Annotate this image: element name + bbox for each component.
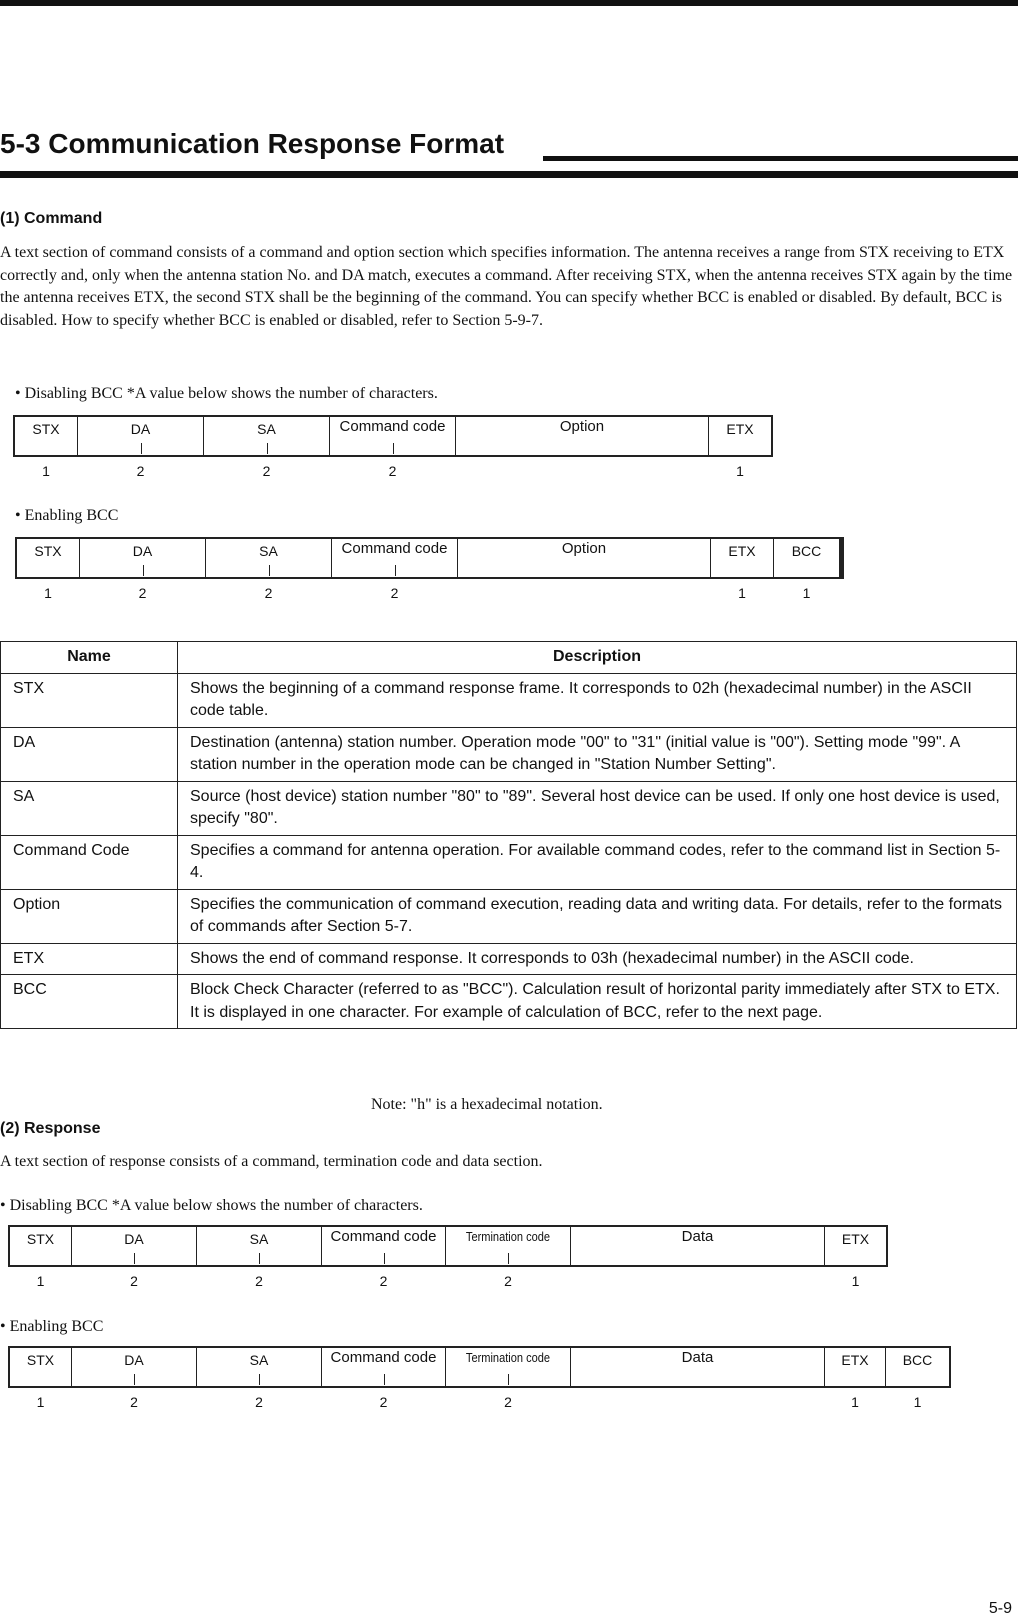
field-label: Option bbox=[559, 418, 605, 435]
field-count: 1 bbox=[44, 585, 52, 601]
field-divider-tick bbox=[393, 443, 394, 454]
field-divider-tick bbox=[259, 1374, 260, 1385]
field-count: 2 bbox=[379, 1273, 388, 1289]
field-description-table bbox=[0, 641, 1017, 1029]
row-name: Command Code bbox=[1, 835, 178, 889]
row-name: SA bbox=[1, 781, 178, 835]
field-da bbox=[80, 539, 206, 601]
response-enable-caption: • Enabling BCC bbox=[0, 1318, 104, 1335]
field-sa bbox=[206, 539, 332, 601]
table-row bbox=[1, 975, 1017, 1029]
field-sa bbox=[204, 417, 330, 479]
field-divider-tick bbox=[384, 1374, 385, 1385]
command-frame-enabled bbox=[15, 537, 841, 601]
row-name: ETX bbox=[1, 943, 178, 975]
field-count: 1 bbox=[36, 1273, 45, 1289]
column-header-description: Description bbox=[178, 642, 1017, 674]
top-rule bbox=[0, 0, 1018, 6]
row-description: Specifies a command for antenna operation. For available command codes, refer to the command list in Section 5-4. bbox=[178, 835, 1017, 889]
response-disable-caption: • Disabling BCC *A value below shows the number of characters. bbox=[0, 1197, 423, 1214]
field-stx bbox=[10, 1227, 72, 1289]
field-label: Command code bbox=[341, 540, 448, 557]
field-divider-tick bbox=[141, 443, 142, 454]
field-label: BCC bbox=[791, 543, 822, 559]
field-count: 1 bbox=[36, 1394, 45, 1410]
response-frame-enabled bbox=[8, 1346, 951, 1410]
command-heading: (1) Command bbox=[0, 210, 103, 227]
field-count: 2 bbox=[255, 1273, 263, 1289]
field-count: 2 bbox=[388, 463, 397, 479]
field-divider-tick bbox=[134, 1253, 135, 1264]
field-label: SA bbox=[249, 1352, 269, 1368]
field-label: ETX bbox=[726, 421, 754, 437]
table-row bbox=[1, 673, 1017, 727]
field-stx bbox=[15, 417, 78, 479]
field-divider-tick bbox=[269, 565, 270, 576]
field-termination-code bbox=[446, 1227, 571, 1289]
field-bcc bbox=[774, 539, 839, 601]
field-label: Command code bbox=[339, 418, 446, 435]
row-name: DA bbox=[1, 727, 178, 781]
table-header-row bbox=[1, 642, 1017, 674]
field-label: STX bbox=[26, 1231, 55, 1247]
field-option bbox=[456, 417, 709, 455]
field-termination-code bbox=[446, 1348, 571, 1410]
field-label: ETX bbox=[841, 1231, 870, 1247]
field-etx bbox=[825, 1227, 886, 1289]
field-count: 1 bbox=[913, 1394, 922, 1410]
field-divider-tick bbox=[508, 1374, 509, 1385]
response-frame-disabled bbox=[8, 1225, 888, 1289]
row-description: Specifies the communication of command execution, reading data and writing data. For details, refer to the formats of commands after Section 5-7. bbox=[178, 889, 1017, 943]
field-etx bbox=[825, 1348, 886, 1410]
field-command-code bbox=[322, 1348, 446, 1410]
field-label: Termination code bbox=[465, 1350, 551, 1365]
field-count: 2 bbox=[130, 1273, 138, 1289]
field-etx bbox=[709, 417, 771, 479]
column-header-name: Name bbox=[1, 642, 178, 674]
page-number: 5-9 bbox=[988, 1600, 1012, 1617]
table-row bbox=[1, 727, 1017, 781]
field-da bbox=[72, 1227, 197, 1289]
row-description: Destination (antenna) station number. Operation mode "00" to "31" (initial value is "00"). Setting mode "99". A station number in the operation mode can be changed in "Station Number Setting". bbox=[178, 727, 1017, 781]
field-divider-tick bbox=[384, 1253, 385, 1264]
row-name: STX bbox=[1, 673, 178, 727]
field-label: Command code bbox=[330, 1228, 437, 1245]
field-label: SA bbox=[257, 421, 276, 437]
row-description: Shows the end of command response. It corresponds to 03h (hexadecimal number) in the ASCII code. bbox=[178, 943, 1017, 975]
field-divider-tick bbox=[267, 443, 268, 454]
field-count: 1 bbox=[736, 463, 744, 479]
field-label: STX bbox=[26, 1352, 55, 1368]
field-bcc bbox=[886, 1348, 949, 1410]
field-label: SA bbox=[249, 1231, 269, 1247]
field-label: Option bbox=[561, 540, 607, 557]
response-heading: (2) Response bbox=[0, 1120, 101, 1137]
field-command-code bbox=[330, 417, 456, 479]
field-da bbox=[72, 1348, 197, 1410]
field-label: STX bbox=[34, 543, 62, 559]
page-title: 5-3 Communication Response Format bbox=[0, 128, 505, 159]
field-label: STX bbox=[32, 421, 60, 437]
field-count: 2 bbox=[390, 585, 399, 601]
field-count: 2 bbox=[264, 585, 273, 601]
field-label: ETX bbox=[841, 1352, 869, 1368]
field-count: 2 bbox=[130, 1394, 138, 1410]
field-label: DA bbox=[124, 1352, 144, 1368]
title-rule bbox=[0, 171, 1018, 178]
row-description: Block Check Character (referred to as "BCC"). Calculation result of horizontal parity immediately after STX to ETX. It is displayed in one character. For example of calculation of BCC, refer to the next page. bbox=[178, 975, 1017, 1029]
field-divider-tick bbox=[143, 565, 144, 576]
field-label: DA bbox=[132, 543, 153, 559]
row-name: BCC bbox=[1, 975, 178, 1029]
field-label: Data bbox=[681, 1228, 714, 1245]
field-stx bbox=[10, 1348, 72, 1410]
table-row bbox=[1, 781, 1017, 835]
field-count: 1 bbox=[851, 1394, 859, 1410]
field-command-code bbox=[322, 1227, 446, 1289]
table-row bbox=[1, 889, 1017, 943]
field-count: 1 bbox=[851, 1273, 860, 1289]
field-label: Data bbox=[681, 1349, 714, 1366]
field-count: 2 bbox=[504, 1394, 512, 1410]
field-da bbox=[78, 417, 204, 479]
command-disable-caption: • Disabling BCC *A value below shows the number of characters. bbox=[15, 385, 438, 402]
field-label: Command code bbox=[330, 1349, 437, 1366]
field-label: ETX bbox=[728, 543, 756, 559]
table-note: Note: "h" is a hexadecimal notation. bbox=[371, 1096, 603, 1113]
field-sa bbox=[197, 1348, 322, 1410]
response-paragraph: A text section of response consists of a command, termination code and data section. bbox=[0, 1153, 543, 1170]
field-label: BCC bbox=[902, 1352, 933, 1368]
field-count: 2 bbox=[504, 1273, 512, 1289]
field-option bbox=[458, 539, 711, 577]
field-label: DA bbox=[124, 1231, 144, 1247]
field-stx bbox=[17, 539, 80, 601]
command-paragraph: A text section of command consists of a command and option section which specifies information. The antenna receives a range from STX receiving to ETX correctly and, only when the antenna station No. and DA match, executes a command. After receiving STX, when the antenna receives STX again by the time the antenna receives ETX, the second STX shall be the beginning of the command. You can specify whether BCC is enabled or disabled. By default, BCC is disabled. How to specify whether BCC is enabled or disabled, refer to Section 5-9-7. bbox=[0, 244, 1013, 329]
field-label: DA bbox=[130, 421, 151, 437]
table-row bbox=[1, 835, 1017, 889]
field-data bbox=[571, 1348, 825, 1386]
field-divider-tick bbox=[395, 565, 396, 576]
row-description: Shows the beginning of a command response frame. It corresponds to 02h (hexadecimal number) in the ASCII code table. bbox=[178, 673, 1017, 727]
command-frame-disabled bbox=[13, 415, 773, 479]
command-enable-caption: • Enabling BCC bbox=[15, 507, 119, 524]
field-count: 2 bbox=[379, 1394, 388, 1410]
field-count: 2 bbox=[255, 1394, 263, 1410]
field-count: 2 bbox=[138, 585, 147, 601]
table-row bbox=[1, 943, 1017, 975]
field-count: 1 bbox=[738, 585, 746, 601]
field-count: 1 bbox=[802, 585, 811, 601]
field-etx bbox=[711, 539, 774, 601]
field-data bbox=[571, 1227, 825, 1265]
field-command-code bbox=[332, 539, 458, 601]
title-underline bbox=[543, 156, 1018, 161]
field-count: 2 bbox=[136, 463, 145, 479]
field-sa bbox=[197, 1227, 322, 1289]
field-divider-tick bbox=[259, 1253, 260, 1264]
row-name: Option bbox=[1, 889, 178, 943]
field-label: Termination code bbox=[465, 1229, 551, 1244]
row-description: Source (host device) station number "80" to "89". Several host device can be used. If only one host device is used, specify "80". bbox=[178, 781, 1017, 835]
field-divider-tick bbox=[508, 1253, 509, 1264]
field-count: 1 bbox=[42, 463, 50, 479]
field-count: 2 bbox=[262, 463, 271, 479]
field-divider-tick bbox=[134, 1374, 135, 1385]
field-label: SA bbox=[259, 543, 278, 559]
